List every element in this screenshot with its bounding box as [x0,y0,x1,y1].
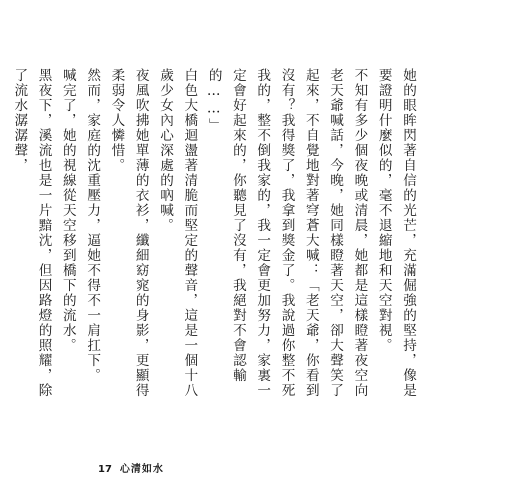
paragraph-1: 她的眼眸閃著自信的光芒，充滿倔強的堅持，像是要證明什麼似的，毫不退縮地和天空對視。 [375,68,416,398]
paragraph-5: 然而，家庭的沈重壓力，逼她不得不一肩扛下。 [84,68,101,383]
paragraph-4: 夜風吹拂她單薄的衣衫，纖細窈窕的身影，更顯得柔弱令人憐惜。 [108,68,149,398]
paragraph-7: 黑夜下，溪流也是一片黯沈，但因路燈的照耀，除了流水潺潺聲， [11,68,52,398]
vertical-text-body [7,68,420,408]
paragraph-3: 白色大橋迴盪著清脆而堅定的聲音，這是一個十八歲少女內心深處的吶喊。 [157,68,198,398]
page-number: 17 [98,464,112,475]
paragraph-2: 不知有多少個夜晚或清晨，她都是這樣瞪著夜空向老天爺喊話，今晚，她同樣瞪著天空，卻大聲笑了起來，不自覺地對著穹蒼大喊：「老天爺，你看到沒有？我得獎了，我拿到獎金了。我說過你整不死我的，整不倒我家的，我一定會更加努力，家裏一定會好起來的，你聽見了沒有，我絕對不會認輸的……」 [205,68,368,398]
book-title: 心清如水 [119,464,164,475]
paragraph-6: 喊完了，她的視線從天空移到橋下的流水。 [59,68,76,353]
page-footer [98,460,164,475]
